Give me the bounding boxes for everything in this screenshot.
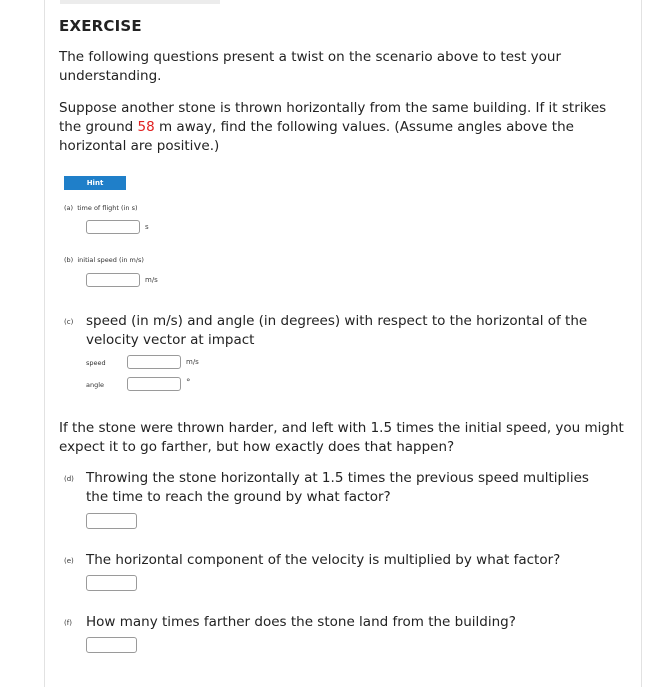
impact-angle-input[interactable] [127, 377, 181, 391]
impact-speed-input[interactable] [127, 355, 181, 369]
part-c-question: speed (in m/s) and angle (in degrees) with respect to the horizontal of the velocity vector at impact [86, 313, 588, 348]
part-d-marker: (d) [64, 475, 74, 483]
distance-value: 58 [137, 119, 155, 135]
hint-button[interactable]: Hint [64, 176, 126, 190]
part-a-label [64, 204, 138, 212]
transition-paragraph: If the stone were thrown harder, and left with 1.5 times the initial speed, you might expect it to go farther, but how exactly does that happen? [59, 420, 624, 455]
part-b-unit: m/s [145, 276, 158, 284]
part-a-label-text: time of flight (in s) [77, 204, 138, 212]
part-a-marker: (a) [64, 204, 74, 212]
part-c-marker: (c) [64, 318, 74, 326]
angle-label: angle [86, 381, 105, 389]
speed-unit: m/s [186, 358, 199, 366]
scenario-text-end: m away, find the following values. (Assume angles above the horizontal are positive.) [59, 119, 574, 154]
time-factor-input[interactable] [86, 513, 137, 529]
part-b-label [64, 256, 144, 264]
part-e-marker: (e) [64, 557, 74, 565]
scenario-text-start: Suppose another stone is thrown horizontally from the same building. If it strikes the ground [59, 100, 607, 135]
part-b-label-text: initial speed (in m/s) [77, 256, 144, 264]
top-divider [60, 0, 220, 4]
distance-factor-input[interactable] [86, 637, 137, 653]
initial-speed-input[interactable] [86, 273, 140, 287]
exercise-heading: EXERCISE [59, 17, 142, 35]
horizontal-factor-input[interactable] [86, 575, 137, 591]
part-f-question: How many times farther does the stone land from the building? [86, 614, 516, 630]
part-b-marker: (b) [64, 256, 74, 264]
angle-unit: ° [186, 378, 191, 388]
scenario-paragraph [59, 99, 629, 156]
intro-paragraph: The following questions present a twist on the scenario above to test your understanding. [59, 49, 562, 84]
speed-label: speed [86, 359, 106, 367]
part-e-question: The horizontal component of the velocity is multiplied by what factor? [86, 552, 561, 568]
time-of-flight-input[interactable] [86, 220, 140, 234]
part-a-unit: s [145, 223, 149, 231]
part-f-marker: (f) [64, 619, 72, 627]
part-d-question: Throwing the stone horizontally at 1.5 times the previous speed multiplies the time to reach the ground by what factor? [86, 470, 589, 505]
